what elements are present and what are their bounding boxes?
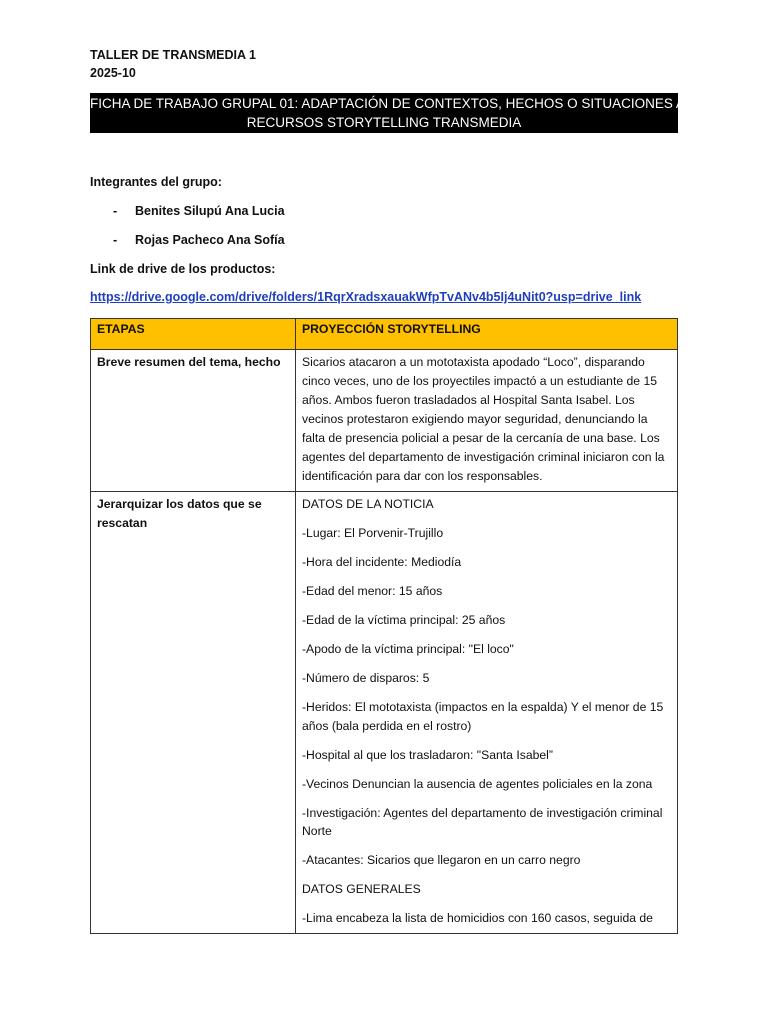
data-item: -Lima encabeza la lista de homicidios con 160 casos, seguida de: [302, 911, 653, 925]
drive-link[interactable]: https://drive.google.com/drive/folders/1RqrXradsxauakWfpTvANv4b5Ij4uNit0?usp=drive_link: [90, 290, 642, 304]
stage-cell: Jerarquizar los datos que se rescatan: [91, 492, 296, 934]
data-item: -Investigación: Agentes del departamento de investigación criminal Norte: [302, 805, 663, 838]
group-member: [113, 233, 285, 247]
table-header-row: [91, 319, 678, 350]
header-proyeccion: PROYECCIÓN STORYTELLING: [296, 319, 678, 350]
data-item: -Edad de la víctima principal: 25 años: [302, 613, 506, 627]
course-period: 2025-10: [90, 66, 136, 80]
data-item: -Edad del menor: 15 años: [302, 584, 443, 598]
title-line-2: RECURSOS STORYTELLING TRANSMEDIA: [246, 115, 522, 130]
data-item: -Heridos: El mototaxista (impactos en la espalda) Y el menor de 15 años (bala perdida en el rostro): [302, 700, 664, 733]
summary-cell: Sicarios atacaron a un mototaxista apodado “Loco”, disparando cinco veces, uno de los proyectiles impactó a un estudiante de 15 años. Ambos fueron trasladados al Hospital Santa Isabel. Los vecinos protestaron exigiendo mayor seguridad, denunciando la falta de presencia policial a pesar de la cercanía de una base. Los agentes del departamento de investigación criminal iniciaron con la identificación para dar con los responsables.: [296, 350, 678, 492]
course-name: TALLER DE TRANSMEDIA 1: [90, 48, 256, 62]
member-name: Rojas Pacheco Ana Sofía: [135, 233, 285, 247]
data-item: -Número de disparos: 5: [302, 671, 430, 685]
data-item: DATOS GENERALES: [302, 882, 421, 896]
title-line-1: FICHA DE TRABAJO GRUPAL 01: ADAPTACIÓN DE CONTEXTOS, HECHOS O SITUACIONES A: [90, 96, 685, 111]
course-header: [90, 46, 256, 82]
member-name: Benites Silupú Ana Lucia: [135, 204, 285, 218]
stage-cell: Breve resumen del tema, hecho: [91, 350, 296, 492]
data-item: -Hora del incidente: Mediodía: [302, 555, 462, 569]
worksheet-table: [90, 318, 678, 934]
table-row: [91, 350, 678, 492]
worksheet-title: [90, 93, 685, 133]
group-label: Integrantes del grupo:: [90, 175, 222, 189]
bullet-dash: -: [113, 233, 118, 247]
table-row: [91, 492, 678, 934]
data-item: -Lugar: El Porvenir-Trujillo: [302, 526, 444, 540]
group-member: [113, 204, 285, 218]
drive-label: Link de drive de los productos:: [90, 262, 276, 276]
data-item: -Hospital al que los trasladaron: "Santa Isabel”: [302, 747, 553, 762]
data-item: -Vecinos Denuncian la ausencia de agentes policiales en la zona: [302, 776, 653, 791]
data-item: -Atacantes: Sicarios que llegaron en un carro negro: [302, 853, 581, 867]
data-item: -Apodo de la víctima principal: "El loco": [302, 642, 514, 656]
bullet-dash: -: [113, 204, 118, 218]
data-list-cell: [296, 492, 678, 934]
data-item: DATOS DE LA NOTICIA: [302, 497, 434, 511]
header-etapas: ETAPAS: [91, 319, 296, 350]
